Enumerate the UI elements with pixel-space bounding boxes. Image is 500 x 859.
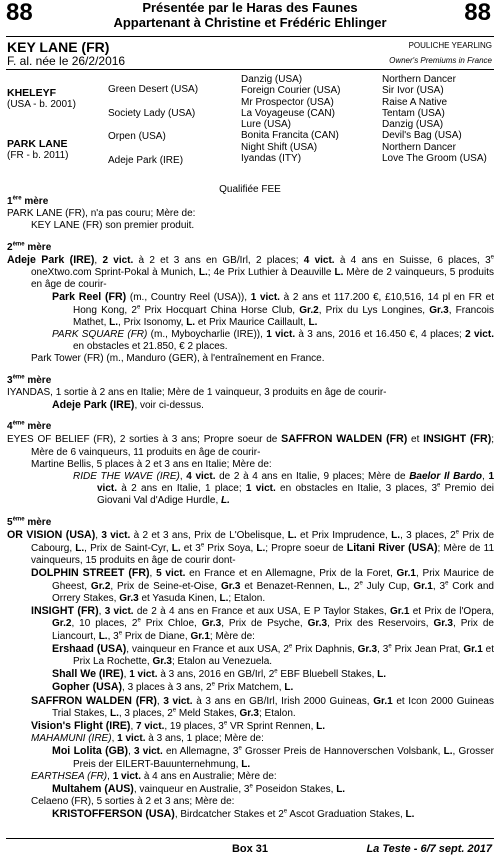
pedigree-gen3-item: Night Shift (USA) <box>241 141 318 153</box>
first-dam-produce: KEY LANE (FR) son premier produit. <box>31 220 195 232</box>
pedigree-gen2-item: Society Lady (USA) <box>108 108 196 119</box>
fifth-dam-produce: EARTHSEA (FR), 1 vict. à 4 ans en Australie; Mère de: <box>31 770 277 782</box>
third-dam-text: IYANDAS, 1 sortie à 2 ans en Italie; Mère de 1 vainqueur, 3 produits en âge de courir- <box>7 386 387 398</box>
fifth-dam-produce: INSIGHT (FR), 3 vict. de 2 à 4 ans en France et aux USA, E P Taylor Stakes, Gr.1 et Prix de l'Opera, Gr.2, 10 places, 2e Prix Chloe, Gr.3, Prix de Psyche, Gr.3, Prix des Reservoirs, Gr.3, Prix de Liancourt, L., 3e Prix de Diane, Gr.1; Mère de: <box>31 605 494 642</box>
fifth-dam-produce: Multahem (AUS), vainqueur en Australie, 3e Poseidon Stakes, L. <box>52 782 346 795</box>
dam-info: (FR - b. 2011) <box>7 150 69 161</box>
fourth-dam-produce: RIDE THE WAVE (IRE), 4 vict. de 2 à 4 ans en Italie, 9 places; Mère de Baelor Il Bardo, 1 vict. à 2 ans en Italie, 1 place; 1 vict. en obstacles en Italie, 3 places, 3e Premio dei Giovani Val d'Adige Hurdle, L. <box>73 471 495 507</box>
sire-info: (USA - b. 2001) <box>7 99 76 110</box>
section-heading-fourth-dam: 4ème mère <box>7 420 52 433</box>
pedigree-gen3-item: Bonita Francita (CAN) <box>241 130 339 142</box>
second-dam-produce: Park Reel (FR) (m., Country Reel (USA)), 1 vict. à 2 ans et 117.200 €, £10,516, 14 pl en FR et Hong Kong, 2e Prix Hocquart China Horse Club, Gr.2, Prix du Lys Longines, Gr.3, Francois Mathet, L., Prix Isonomy, L. et Prix Maurice Caillault, L. <box>52 291 494 328</box>
dam-name: PARK LANE <box>7 138 68 150</box>
pedigree-rule <box>6 69 494 70</box>
pedigree-gen4-column <box>382 74 487 164</box>
sale-info: La Teste - 6/7 sept. 2017 <box>366 843 492 855</box>
fourth-dam-produce: Martine Bellis, 5 places à 2 et 3 ans en Italie; Mère de: <box>31 458 272 470</box>
consignor-line: Présentée par le Haras des Faunes <box>142 0 358 15</box>
pedigree-gen4-item: Devil's Bag (USA) <box>382 130 462 142</box>
box-number: Box 31 <box>231 843 269 855</box>
fifth-dam-produce: MAHAMUNI (IRE), 1 vict. à 3 ans, 1 place; Mère de: <box>31 733 264 745</box>
fifth-dam-produce: SAFFRON WALDEN (FR), 3 vict. à 3 ans en GB/Irl, Irish 2000 Guineas, Gr.1 et Icon 2000 Guineas Trial Stakes, L., 3 places, 2e Meld Stakes, Gr.3; Etalon. <box>31 694 494 719</box>
lot-number-right: 88 <box>464 0 491 26</box>
pedigree-gen4-item: Danzig (USA) <box>382 119 444 131</box>
fifth-dam-produce: DOLPHIN STREET (FR), 5 vict. en France et en Allemagne, Prix de la Foret, Gr.1, Prix Maurice de Gheest, Gr.2, Prix de Seine-et-Oise, Gr.3 et Benazet-Rennen, L., 2e July Cup, Gr.1, 3e Cork and Orrery Stakes, Gr.3 et Yasuda Kinen, L.; Etalon. <box>31 567 494 604</box>
owner-line: Appartenant à Christine et Frédéric Ehlinger <box>113 15 387 30</box>
sire-name: KHELEYF <box>7 87 57 99</box>
fifth-dam-produce: Celaeno (FR), 5 sorties à 2 et 3 ans; Mère de: <box>31 796 235 808</box>
pedigree-gen2-item: Orpen (USA) <box>108 131 166 142</box>
pedigree-gen3-item: Mr Prospector (USA) <box>241 96 334 108</box>
pedigree-gen4-item: Northern Dancer <box>382 74 456 85</box>
second-dam-produce: Park Tower (FR) (m., Manduro (GER), à l'entraînement en France. <box>31 353 325 365</box>
pedigree-gen2-item: Adeje Park (IRE) <box>108 155 184 166</box>
second-dam-text: Adeje Park (IRE), 2 vict. à 2 et 3 ans en GB/Irl, 2 places; 4 vict. à 4 ans en Suisse, 6 places, 3e oneXtwo.com Sprint-Pokal à Munich, L.; 4e Prix Luthier à Deauville L. Mère de 2 vainqueurs, 5 produits en âge de courir- <box>7 253 494 291</box>
pedigree-gen4-item: Northern Dancer <box>382 141 456 153</box>
fifth-dam-produce: Gopher (USA), 3 places à 3 ans, 2e Prix Matchem, L. <box>52 681 294 694</box>
fourth-dam-text: EYES OF BELIEF (FR), 2 sorties à 3 ans; Propre soeur de SAFFRON WALDEN (FR) et INSIGHT (FR); Mère de 6 vainqueurs, 11 produits en âge de courir- <box>7 433 495 458</box>
qualification: Qualifiée FEE <box>219 184 281 195</box>
pedigree-gen3-item: Lure (USA) <box>241 119 292 131</box>
pedigree-gen4-item: Raise A Native <box>382 96 448 108</box>
lot-number-left: 88 <box>6 0 33 26</box>
section-heading-second-dam: 2ème mère <box>7 241 52 253</box>
first-dam-text: PARK LANE (FR), n'a pas couru; Mère de: <box>7 208 196 220</box>
fifth-dam-text: OR VISION (USA), 3 vict. à 2 et 3 ans, Prix de L'Obelisque, L. et Prix Imprudence, L., 3 places, 2e Prix de Cabourg, L., Prix de Saint-Cyr, L. et 3e Prix Soya, L.; Propre soeur de Litani River (USA); Mère de 11 vainqueurs, 15 produits en âge de courir dont- <box>7 528 495 567</box>
pedigree-gen3-item: La Voyageuse (CAN) <box>241 107 335 119</box>
horse-premium: Owner's Premiums in France <box>389 56 492 65</box>
horse-name: KEY LANE (FR) <box>7 39 110 55</box>
second-dam-produce: PARK SQUARE (FR) (m., Myboycharlie (IRE)), 1 vict. à 3 ans, 2016 et 16.450 €, 4 places; 2 vict. en obstacles et 21.850, € 2 places. <box>52 329 494 353</box>
pedigree-gen3-item: Iyandas (ITY) <box>241 153 302 165</box>
footer-rule <box>6 838 494 839</box>
pedigree-gen3-column <box>241 74 340 164</box>
fifth-dam-produce: Moi Lolita (GB), 3 vict. en Allemagne, 3e Grosser Preis de Hannoverschen Volsbank, L., Grosser Preis der EILERT-Bauunternehmung, L. <box>52 745 495 770</box>
pedigree-gen3-item: Foreign Courier (USA) <box>241 85 341 97</box>
fifth-dam-produce: KRISTOFFERSON (USA), Birdcatcher Stakes et 2e Ascot Graduation Stakes, L. <box>52 808 415 821</box>
section-heading-fifth-dam: 5ème mère <box>7 516 52 528</box>
pedigree-gen2-item: Green Desert (USA) <box>108 84 199 95</box>
header-rule <box>6 36 494 37</box>
section-heading-first-dam: 1ère mère <box>7 195 49 207</box>
fifth-dam-produce: Shall We (IRE), 1 vict. à 3 ans, 2016 en GB/Irl, 2e EBF Bluebell Stakes, L. <box>52 668 387 681</box>
horse-type: POULICHE YEARLING <box>408 41 492 50</box>
fifth-dam-produce: Vision's Flight (IRE), 7 vict., 19 places, 3e VR Sprint Rennen, L. <box>31 719 326 732</box>
section-heading-third-dam: 3ème mère <box>7 374 52 386</box>
horse-details: F. al. née le 26/2/2016 <box>7 54 126 68</box>
produce-record <box>7 196 494 822</box>
pedigree-gen4-item: Sir Ivor (USA) <box>382 85 444 97</box>
fifth-dam-produce: Ershaad (USA), vainqueur en France et aux USA, 2e Prix Daphnis, Gr.3, 3e Prix Jean Prat, Gr.1 et Prix La Rochette, Gr.3; Etalon au Venezuela. <box>52 642 495 667</box>
pedigree-gen4-item: Love The Groom (USA) <box>382 153 487 165</box>
pedigree-gen4-item: Tentam (USA) <box>382 107 445 119</box>
pedigree-gen3-item: Danzig (USA) <box>241 74 303 85</box>
third-dam-produce: Adeje Park (IRE), voir ci-dessus. <box>52 399 204 412</box>
